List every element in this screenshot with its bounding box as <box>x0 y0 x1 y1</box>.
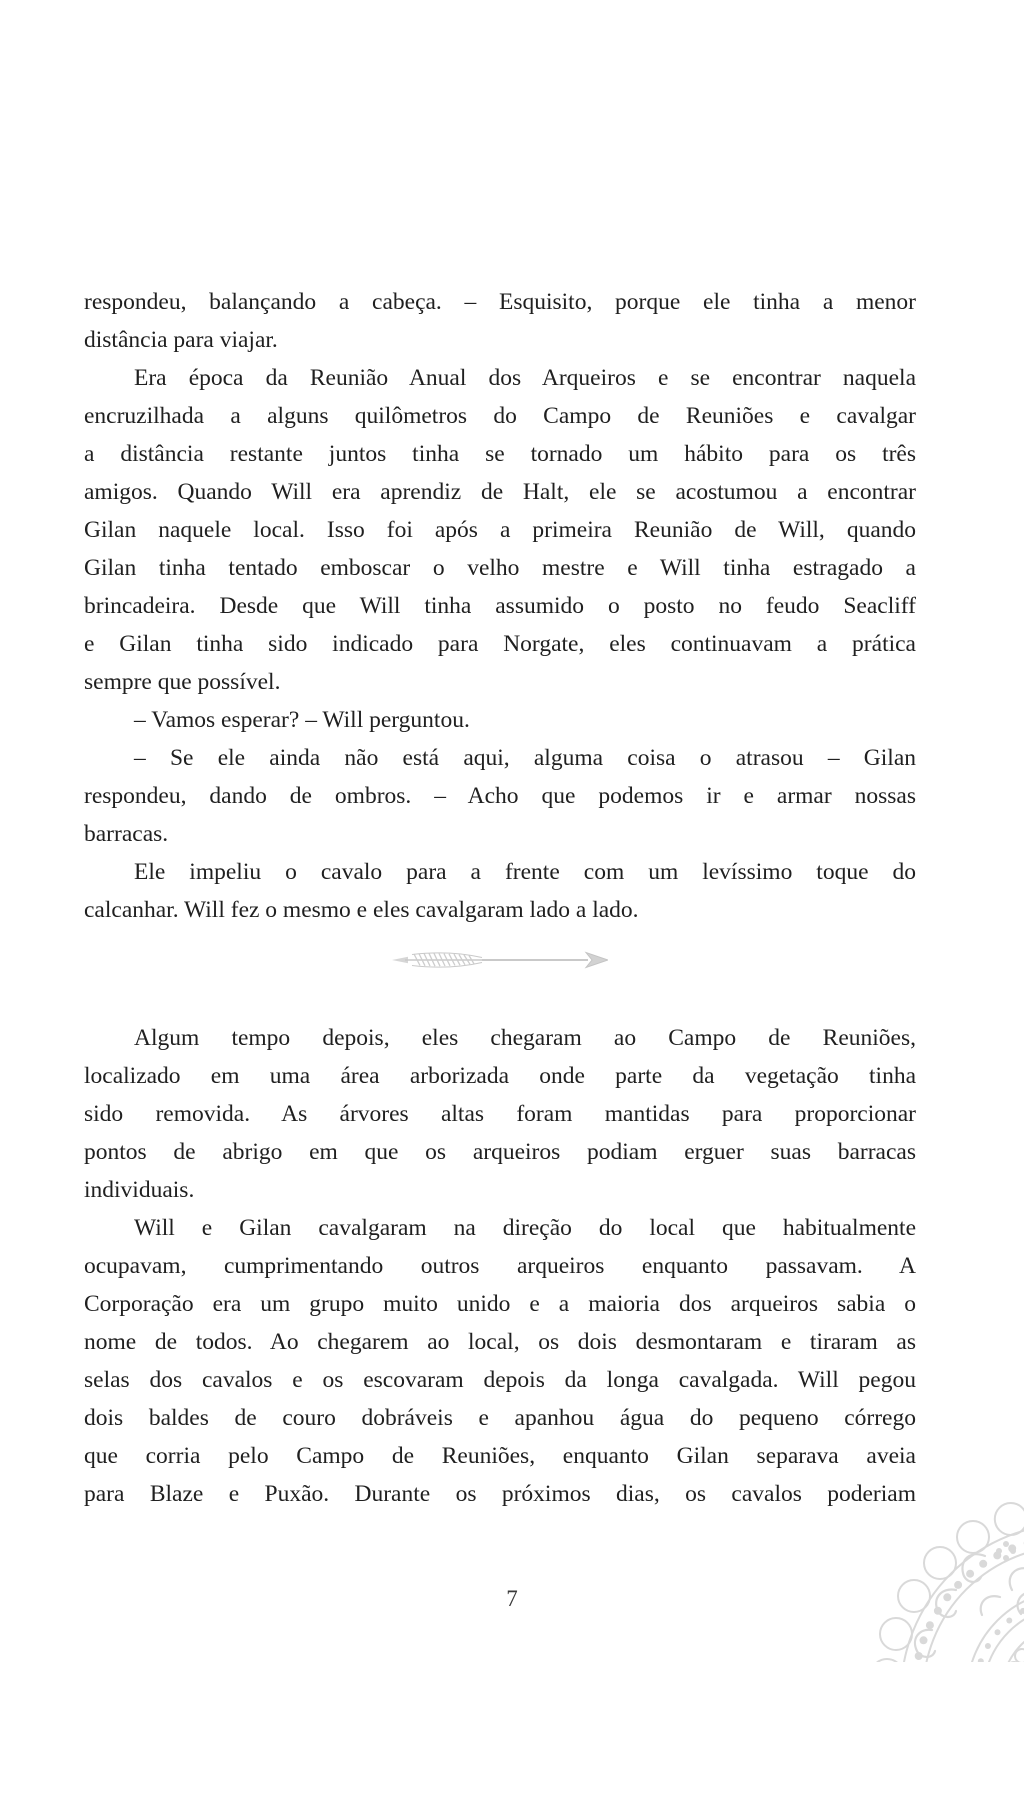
text-line: localizado em uma área arborizada onde parte da vegetação tinha <box>84 1063 916 1089</box>
text-line: nome de todos. Ao chegarem ao local, os dois desmontaram e tiraram as <box>84 1329 916 1355</box>
text-line: sempre que possível. <box>84 669 281 695</box>
corner-mandala-ornament <box>836 1494 1024 1662</box>
page-number: 7 <box>506 1586 518 1611</box>
text-line: Era época da Reunião Anual dos Arqueiros e se encontrar naquela <box>134 365 916 391</box>
text-line: ocupavam, cumprimentando outros arqueiros enquanto passavam. A <box>84 1253 916 1279</box>
text-line: Gilan tinha tentado emboscar o velho mestre e Will tinha estragado a <box>84 555 916 581</box>
text-line: Will e Gilan cavalgaram na direção do local que habitualmente <box>134 1215 916 1241</box>
dialogue-line: – Vamos esperar? – Will perguntou. <box>134 707 470 733</box>
text-line: Ele impeliu o cavalo para a frente com um levíssimo toque do <box>134 859 916 885</box>
text-line: respondeu, dando de ombros. – Acho que podemos ir e armar nossas <box>84 783 916 809</box>
corner-ornament <box>836 1494 1024 1662</box>
text-line: distância para viajar. <box>84 327 278 353</box>
section-divider <box>84 944 916 976</box>
text-line: sido removida. As árvores altas foram mantidas para proporcionar <box>84 1101 916 1127</box>
text-line: que corria pelo Campo de Reuniões, enquanto Gilan separava aveia <box>84 1443 916 1469</box>
text-block-lower <box>84 1019 916 1513</box>
text-line: dois baldes de couro dobráveis e apanhou água do pequeno córrego <box>84 1405 916 1431</box>
text-line: brincadeira. Desde que Will tinha assumido o posto no feudo Seacliff <box>84 593 916 619</box>
text-line: Corporação era um grupo muito unido e a maioria dos arqueiros sabia o <box>84 1291 916 1317</box>
dialogue-line: – Se ele ainda não está aqui, alguma coisa o atrasou – Gilan <box>134 745 916 771</box>
text-line: Algum tempo depois, eles chegaram ao Campo de Reuniões, <box>134 1025 916 1051</box>
text-line: calcanhar. Will fez o mesmo e eles cavalgaram lado a lado. <box>84 897 639 923</box>
text-line: respondeu, balançando a cabeça. – Esquisito, porque ele tinha a menor <box>84 289 916 315</box>
text-block-upper <box>84 283 916 929</box>
text-line: encruzilhada a alguns quilômetros do Campo de Reuniões e cavalgar <box>84 403 916 429</box>
text-line: barracas. <box>84 821 169 847</box>
text-line: selas dos cavalos e os escovaram depois da longa cavalgada. Will pegou <box>84 1367 916 1393</box>
text-line: para Blaze e Puxão. Durante os próximos dias, os cavalos poderiam <box>84 1481 916 1507</box>
text-line: amigos. Quando Will era aprendiz de Halt, ele se acostumou a encontrar <box>84 479 916 505</box>
text-line: a distância restante juntos tinha se tornado um hábito para os três <box>84 441 916 467</box>
arrow-right-divider-icon <box>392 950 608 970</box>
text-line: individuais. <box>84 1177 195 1203</box>
text-line: Gilan naquele local. Isso foi após a primeira Reunião de Will, quando <box>84 517 916 543</box>
text-line: pontos de abrigo em que os arqueiros podiam erguer suas barracas <box>84 1139 916 1165</box>
text-line: e Gilan tinha sido indicado para Norgate, eles continuavam a prática <box>84 631 916 657</box>
